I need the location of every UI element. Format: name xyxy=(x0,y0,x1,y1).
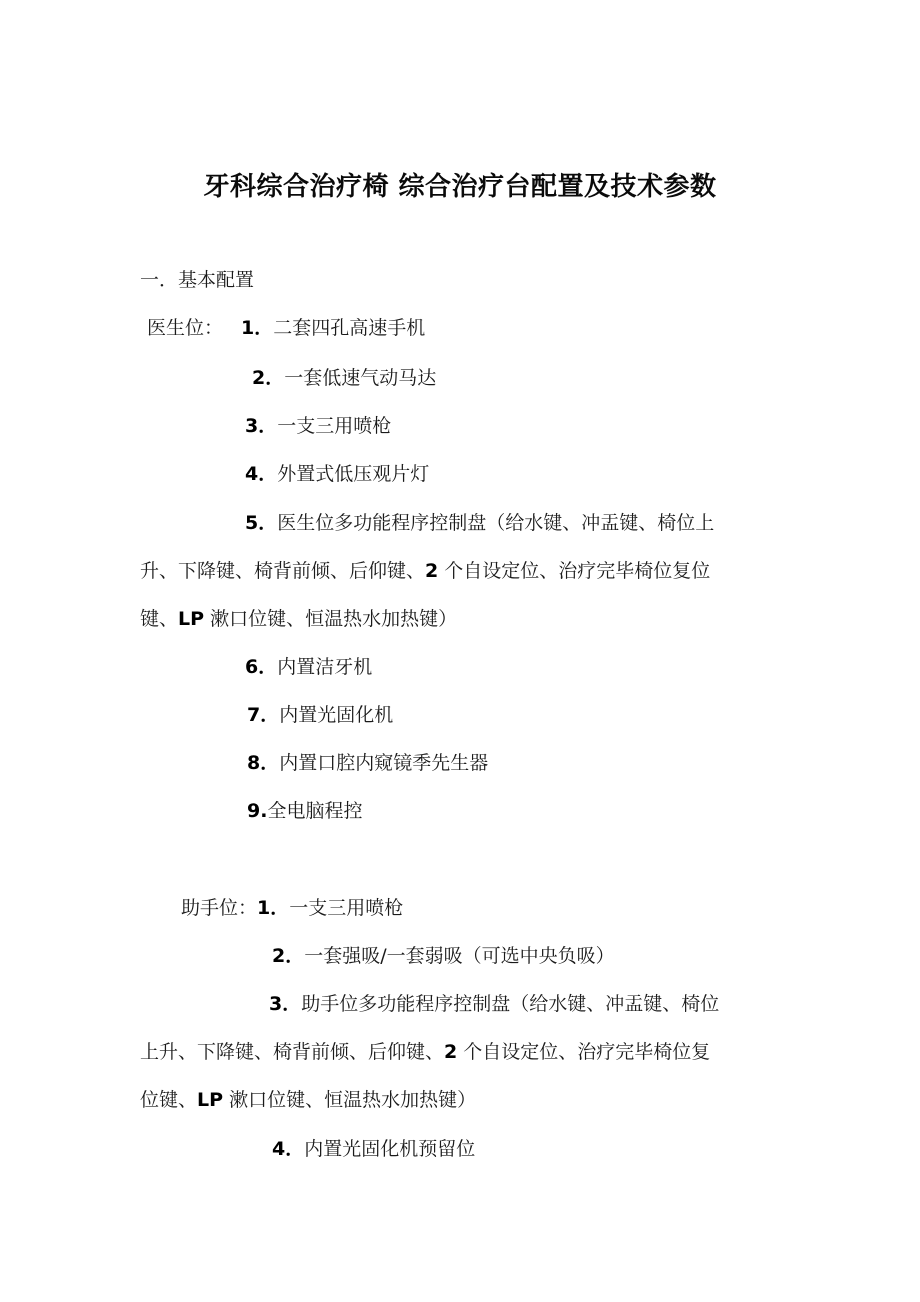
item-text: 2 xyxy=(425,560,439,582)
item-number: 2． xyxy=(252,367,285,389)
doctor-item-5-line1 xyxy=(245,511,714,535)
item-text: 外置式低压观片灯 xyxy=(277,463,430,485)
assistant-item-1 xyxy=(181,896,403,920)
item-text: 漱口位键、恒温热水加热键） xyxy=(204,608,458,630)
item-text: 内置光固化机预留位 xyxy=(304,1138,476,1160)
item-text: 个自设定位、治疗完毕椅位复 xyxy=(457,1041,711,1063)
item-text: 助手位多功能程序控制盘（给水键、冲盂键、椅位 xyxy=(301,993,720,1015)
item-number: 7． xyxy=(247,704,280,726)
item-number: 1． xyxy=(241,317,274,339)
item-text: 上升、下降键、椅背前倾、后仰键、 xyxy=(140,1041,445,1063)
item-number: 4． xyxy=(245,463,278,485)
item-text: 一支三用喷枪 xyxy=(277,415,392,437)
assistant-item-2 xyxy=(272,944,615,968)
doctor-item-2 xyxy=(252,366,436,390)
item-text: 内置光固化机 xyxy=(279,704,394,726)
assistant-item-3-line1 xyxy=(269,992,719,1016)
item-text: 键、 xyxy=(140,608,179,630)
item-text: 二套四孔高速手机 xyxy=(273,317,426,339)
item-number: 9. xyxy=(247,800,268,822)
doctor-item-6 xyxy=(245,655,372,679)
item-text: LP xyxy=(178,608,205,630)
item-number: 2． xyxy=(272,945,305,967)
item-number: 3． xyxy=(269,993,302,1015)
doctor-item-1 xyxy=(147,316,425,340)
doctor-item-8 xyxy=(247,751,488,775)
item-text: 个自设定位、治疗完毕椅位复位 xyxy=(438,560,711,582)
doctor-item-3 xyxy=(245,414,391,438)
item-text: 升、下降键、椅背前倾、后仰键、 xyxy=(140,560,426,582)
document-title: 牙科综合治疗椅 综合治疗台配置及技术参数 xyxy=(203,172,717,202)
item-number: 3． xyxy=(245,415,278,437)
doctor-item-5-line2 xyxy=(140,559,710,583)
assistant-item-3-line2 xyxy=(140,1040,710,1064)
item-text: 漱口位键、恒温热水加热键） xyxy=(223,1089,477,1111)
assistant-item-3-line3 xyxy=(140,1088,476,1112)
doctor-item-7 xyxy=(247,703,393,727)
doctor-item-9 xyxy=(247,799,362,823)
section-heading: 一．基本配置 xyxy=(140,269,255,291)
doctor-item-5-line3 xyxy=(140,607,457,631)
item-number: 1． xyxy=(257,897,290,919)
item-text: 位键、 xyxy=(140,1089,198,1111)
item-number: 8． xyxy=(247,752,280,774)
item-text: 一套强吸/一套弱吸（可选中央负吸） xyxy=(304,945,615,967)
item-text: 内置口腔内窥镜季先生器 xyxy=(279,752,489,774)
item-text: LP xyxy=(197,1089,224,1111)
doctor-position-label: 医生位： xyxy=(147,317,224,339)
item-text: 医生位多功能程序控制盘（给水键、冲盂键、椅位上 xyxy=(277,512,715,534)
item-text: 2 xyxy=(444,1041,458,1063)
item-text: 一支三用喷枪 xyxy=(289,897,404,919)
item-number: 4． xyxy=(272,1138,305,1160)
assistant-position-label: 助手位： xyxy=(181,897,258,919)
item-number: 5． xyxy=(245,512,278,534)
assistant-item-4 xyxy=(272,1137,475,1161)
item-text: 内置洁牙机 xyxy=(277,656,373,678)
item-text: 全电脑程控 xyxy=(267,800,363,822)
item-text: 一套低速气动马达 xyxy=(284,367,437,389)
item-number: 6． xyxy=(245,656,278,678)
doctor-item-4 xyxy=(245,462,429,486)
